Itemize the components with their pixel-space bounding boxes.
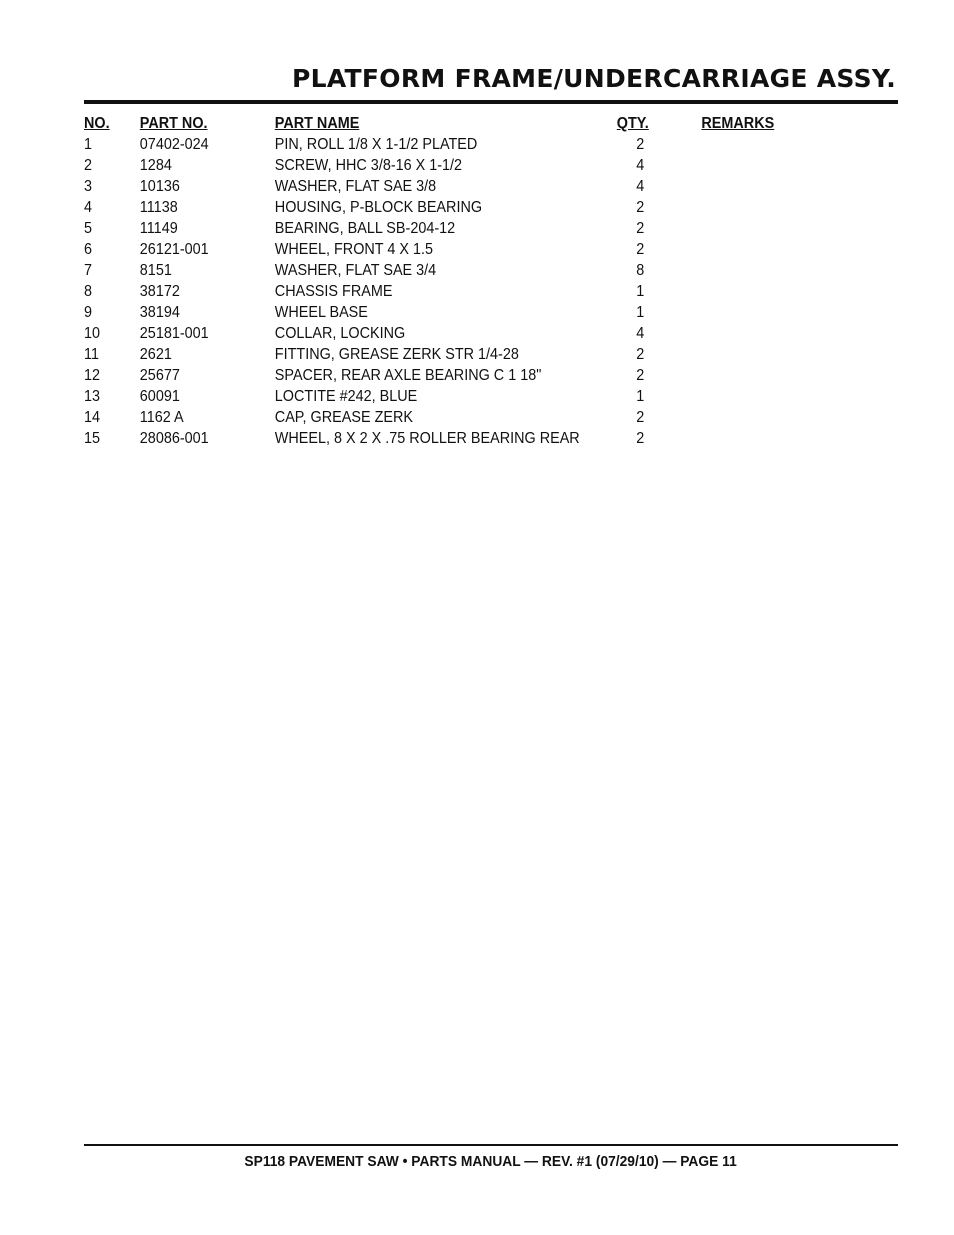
table-row bbox=[84, 303, 898, 324]
cell-qty: 2 bbox=[636, 136, 645, 153]
cell-part-no: 8151 bbox=[139, 262, 172, 279]
cell-part-no: 2621 bbox=[139, 346, 172, 363]
cell-no: 2 bbox=[84, 157, 93, 174]
cell-no: 9 bbox=[84, 304, 93, 321]
column-header-part-no: PART NO. bbox=[139, 115, 208, 132]
cell-no: 15 bbox=[84, 430, 101, 447]
table-row bbox=[84, 282, 898, 303]
table-row bbox=[84, 345, 898, 366]
column-header-part-name: PART NAME bbox=[274, 115, 360, 132]
cell-qty: 1 bbox=[636, 388, 645, 405]
page-footer bbox=[84, 1153, 898, 1170]
cell-part-name: WASHER, FLAT SAE 3/8 bbox=[274, 178, 437, 195]
cell-part-no: 38172 bbox=[139, 283, 180, 300]
footer-text: SP118 PAVEMENT SAW • PARTS MANUAL — REV. #1 (07/29/10) — PAGE 11 bbox=[244, 1153, 738, 1170]
cell-part-name: SCREW, HHC 3/8-16 X 1-1/2 bbox=[274, 157, 463, 174]
cell-part-name: HOUSING, P-BLOCK BEARING bbox=[274, 199, 483, 216]
cell-no: 11 bbox=[84, 346, 99, 363]
cell-no: 1 bbox=[84, 136, 93, 153]
cell-part-no: 11149 bbox=[139, 220, 178, 237]
cell-no: 5 bbox=[84, 220, 93, 237]
cell-qty: 4 bbox=[636, 157, 645, 174]
table-body bbox=[84, 135, 898, 450]
cell-part-name: WHEEL BASE bbox=[274, 304, 368, 321]
cell-part-no: 07402-024 bbox=[139, 136, 209, 153]
table-row bbox=[84, 366, 898, 387]
cell-qty: 4 bbox=[636, 325, 645, 342]
cell-part-name: LOCTITE #242, BLUE bbox=[274, 388, 418, 405]
table-row bbox=[84, 198, 898, 219]
cell-part-name: PIN, ROLL 1/8 X 1-1/2 PLATED bbox=[274, 136, 478, 153]
table-row bbox=[84, 408, 898, 429]
cell-part-name: CHASSIS FRAME bbox=[274, 283, 393, 300]
column-header-remarks: REMARKS bbox=[701, 115, 775, 132]
table-row bbox=[84, 261, 898, 282]
cell-no: 14 bbox=[84, 409, 101, 426]
cell-qty: 8 bbox=[636, 262, 645, 279]
cell-part-name: CAP, GREASE ZERK bbox=[274, 409, 413, 426]
table-row bbox=[84, 219, 898, 240]
cell-part-no: 28086-001 bbox=[139, 430, 209, 447]
cell-no: 4 bbox=[84, 199, 93, 216]
cell-qty: 2 bbox=[636, 367, 645, 384]
table-header-row bbox=[84, 114, 898, 135]
cell-no: 12 bbox=[84, 367, 101, 384]
table-row bbox=[84, 135, 898, 156]
table-row bbox=[84, 156, 898, 177]
cell-part-no: 25677 bbox=[139, 367, 180, 384]
cell-part-no: 11138 bbox=[139, 199, 178, 216]
cell-qty: 1 bbox=[636, 283, 645, 300]
cell-no: 6 bbox=[84, 241, 93, 258]
cell-qty: 2 bbox=[636, 430, 645, 447]
cell-part-name: SPACER, REAR AXLE BEARING C 1 18" bbox=[274, 367, 542, 384]
table-row bbox=[84, 324, 898, 345]
cell-no: 7 bbox=[84, 262, 93, 279]
cell-qty: 1 bbox=[636, 304, 645, 321]
cell-no: 3 bbox=[84, 178, 93, 195]
table-row bbox=[84, 177, 898, 198]
column-header-no: NO. bbox=[84, 115, 110, 132]
title-divider bbox=[84, 100, 898, 104]
page-title: PLATFORM FRAME/UNDERCARRIAGE ASSY. bbox=[292, 64, 896, 93]
parts-table bbox=[84, 114, 898, 450]
cell-part-name: WHEEL, 8 X 2 X .75 ROLLER BEARING REAR bbox=[274, 430, 580, 447]
cell-qty: 2 bbox=[636, 409, 645, 426]
cell-no: 8 bbox=[84, 283, 93, 300]
cell-qty: 2 bbox=[636, 241, 645, 258]
cell-part-name: COLLAR, LOCKING bbox=[274, 325, 406, 342]
cell-qty: 2 bbox=[636, 220, 645, 237]
column-header-qty: QTY. bbox=[616, 115, 649, 132]
cell-no: 13 bbox=[84, 388, 101, 405]
table-row bbox=[84, 387, 898, 408]
footer-divider bbox=[84, 1144, 898, 1146]
cell-part-no: 1162 A bbox=[139, 409, 184, 426]
cell-part-no: 25181-001 bbox=[139, 325, 209, 342]
cell-no: 10 bbox=[84, 325, 101, 342]
cell-part-no: 26121-001 bbox=[139, 241, 209, 258]
cell-part-no: 10136 bbox=[139, 178, 180, 195]
cell-qty: 2 bbox=[636, 346, 645, 363]
cell-part-no: 38194 bbox=[139, 304, 180, 321]
table-row bbox=[84, 429, 898, 450]
cell-part-no: 60091 bbox=[139, 388, 180, 405]
cell-part-no: 1284 bbox=[139, 157, 172, 174]
cell-part-name: WHEEL, FRONT 4 X 1.5 bbox=[274, 241, 433, 258]
cell-part-name: FITTING, GREASE ZERK STR 1/4-28 bbox=[274, 346, 519, 363]
cell-qty: 2 bbox=[636, 199, 645, 216]
cell-part-name: BEARING, BALL SB-204-12 bbox=[274, 220, 456, 237]
table-row bbox=[84, 240, 898, 261]
cell-part-name: WASHER, FLAT SAE 3/4 bbox=[274, 262, 437, 279]
cell-qty: 4 bbox=[636, 178, 645, 195]
